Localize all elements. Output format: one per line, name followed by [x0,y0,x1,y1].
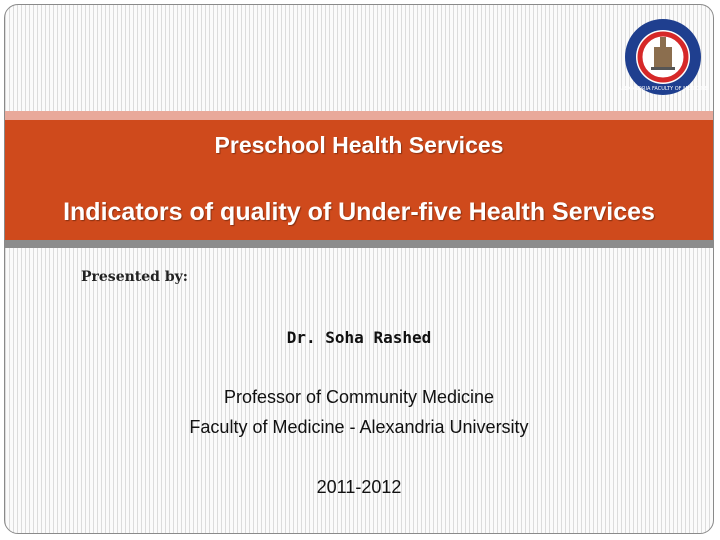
title-band [5,120,713,240]
title-band-bottom-strip [5,240,713,248]
presenter-role: Professor of Community Medicine [223,387,495,407]
title-band-top-strip [5,111,713,120]
presenter-affiliation: Faculty of Medicine - Alexandria University [189,417,529,437]
presenter-name: Dr. Soha Rashed [286,328,432,347]
slide-title: Preschool Health Services [214,132,504,158]
presented-by-label: Presented by: [81,269,188,285]
faculty-seal-icon [618,17,708,97]
slide-subtitle: Indicators of quality of Under-five Health Services [63,198,655,226]
slide [4,4,714,534]
academic-years: 2011-2012 [316,477,402,497]
svg-text:ALEXANDRIA FACULTY OF MEDICINE: ALEXANDRIA FACULTY OF MEDICINE [618,86,708,92]
